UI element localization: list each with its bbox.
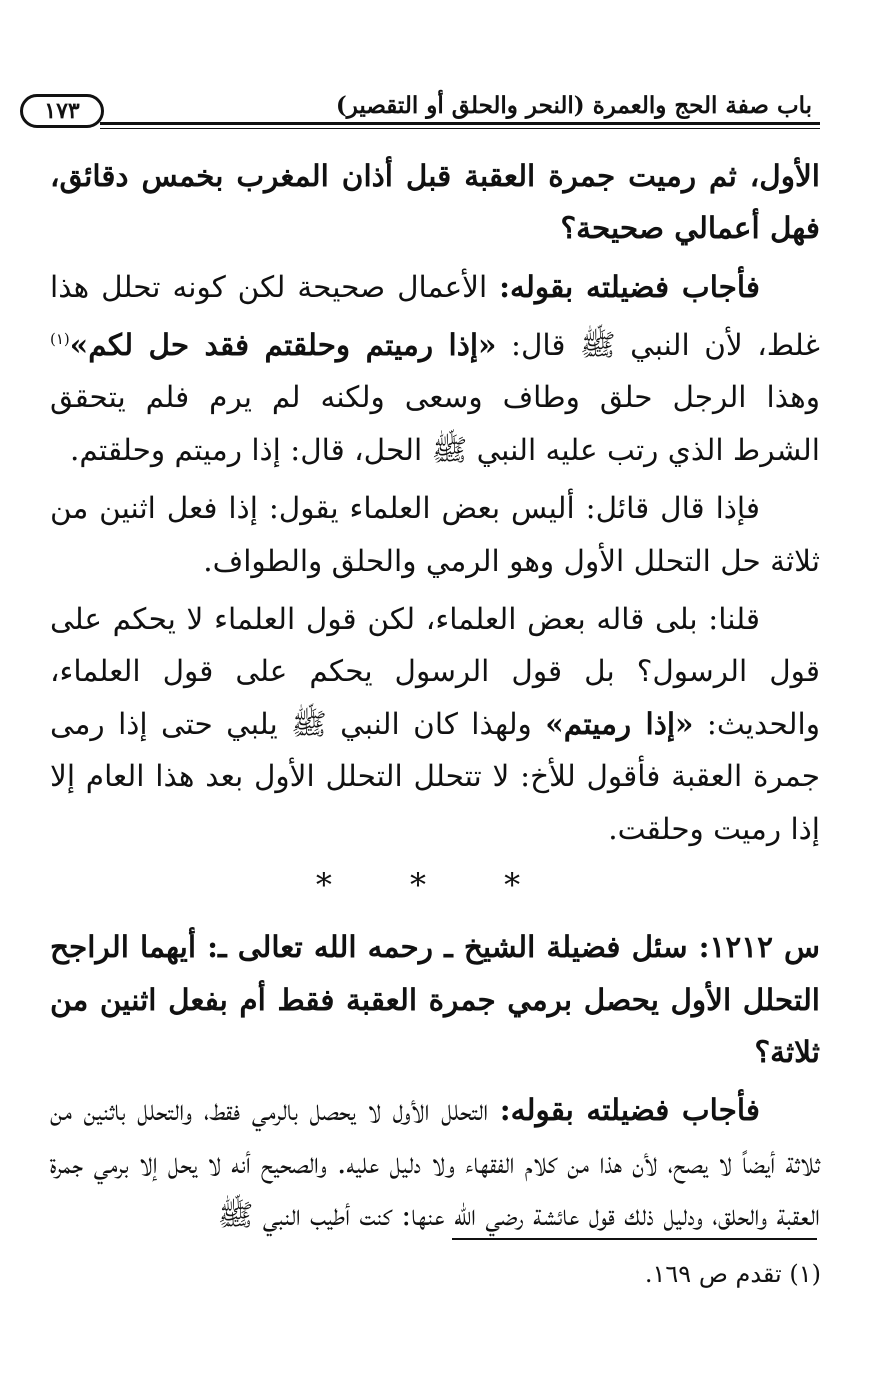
running-title: باب صفة الحج والعمرة (النحر والحلق أو التقصير) (328, 92, 812, 119)
question-continuation: الأول، ثم رميت جمرة العقبة قبل أذان المغرب بخمس دقائق، فهل أعمالي صحيحة؟ (50, 158, 820, 246)
reply-text-cont: ولهذا كان النبي ﷺ يلبي حتى إذا رمى جمرة العقبة فأقول للأخ: لا تتحلل التحلل الأول بعد هذا العام إلا إذا رميت وحلقت. (50, 706, 820, 846)
hadith-quote: «إذا رميتم وحلقتم فقد حل لكم» (69, 327, 497, 363)
section-separator: * * * (315, 866, 555, 905)
header-rule (100, 122, 820, 125)
reply-text: قلنا: بلى قاله بعض العلماء، لكن قول العلماء لا يحكم على قول الرسول؟ بل قول الرسول يحكم على قول العلماء، والحديث: (50, 602, 820, 741)
page-header (20, 92, 820, 136)
objection-paragraph: فإذا قال قائل: أليس بعض العلماء يقول: إذا فعل اثنين من ثلاثة حل التحلل الأول وهو الرمي والحلق والطواف. (50, 491, 820, 578)
answer-paragraph-1 (50, 261, 820, 476)
page-number: ١٧٣ (20, 94, 104, 128)
footnote-rule (452, 1238, 817, 1240)
question-1212: س ١٢١٢: سئل فضيلة الشيخ ـ رحمه الله تعالى ـ: أيهما الراجح التحلل الأول يحصل برمي جمرة العقبة فقط أم بفعل اثنين من ثلاثة؟ (50, 929, 821, 1069)
footnote: (١) تقدم ص ١٦٩. (644, 1260, 821, 1288)
header-rule-thin (100, 128, 820, 129)
footnote-marker: (١) (50, 330, 70, 349)
answer-paragraph-2 (50, 1084, 820, 1241)
reply-paragraph (50, 593, 820, 855)
main-text (50, 150, 820, 1248)
answer-text-cont: وهذا الرجل حلق وطاف وسعى ولكنه لم يرم فلم يتحقق الشرط الذي رتب عليه النبي ﷺ الحل، قال: إذا رميتم وحلقتم. (50, 380, 820, 467)
answer-text-2: التحلل الأول لا يحصل بالرمي فقط، والتحلل باثنين من ثلاثة أيضاً لا يصح، لأن هذا من كلام الفقهاء ولا دليل عليه. والصحيح أنه لا يحل إلا برمي جمرة العقبة والحلق، ودليل ذلك قول عائشة رضي الله عنها: كنت أطيب النبي ﷺ (50, 1093, 820, 1233)
reply-quote: «إذا رميتم» (545, 705, 694, 741)
answer-intro-2: فأجاب فضيلته بقوله: (499, 1092, 760, 1128)
answer-text: الأعمال صحيحة لكن كونه تحلل هذا غلط، لأن النبي ﷺ قال: (50, 269, 820, 363)
answer-intro: فأجاب فضيلته بقوله: (499, 268, 761, 304)
